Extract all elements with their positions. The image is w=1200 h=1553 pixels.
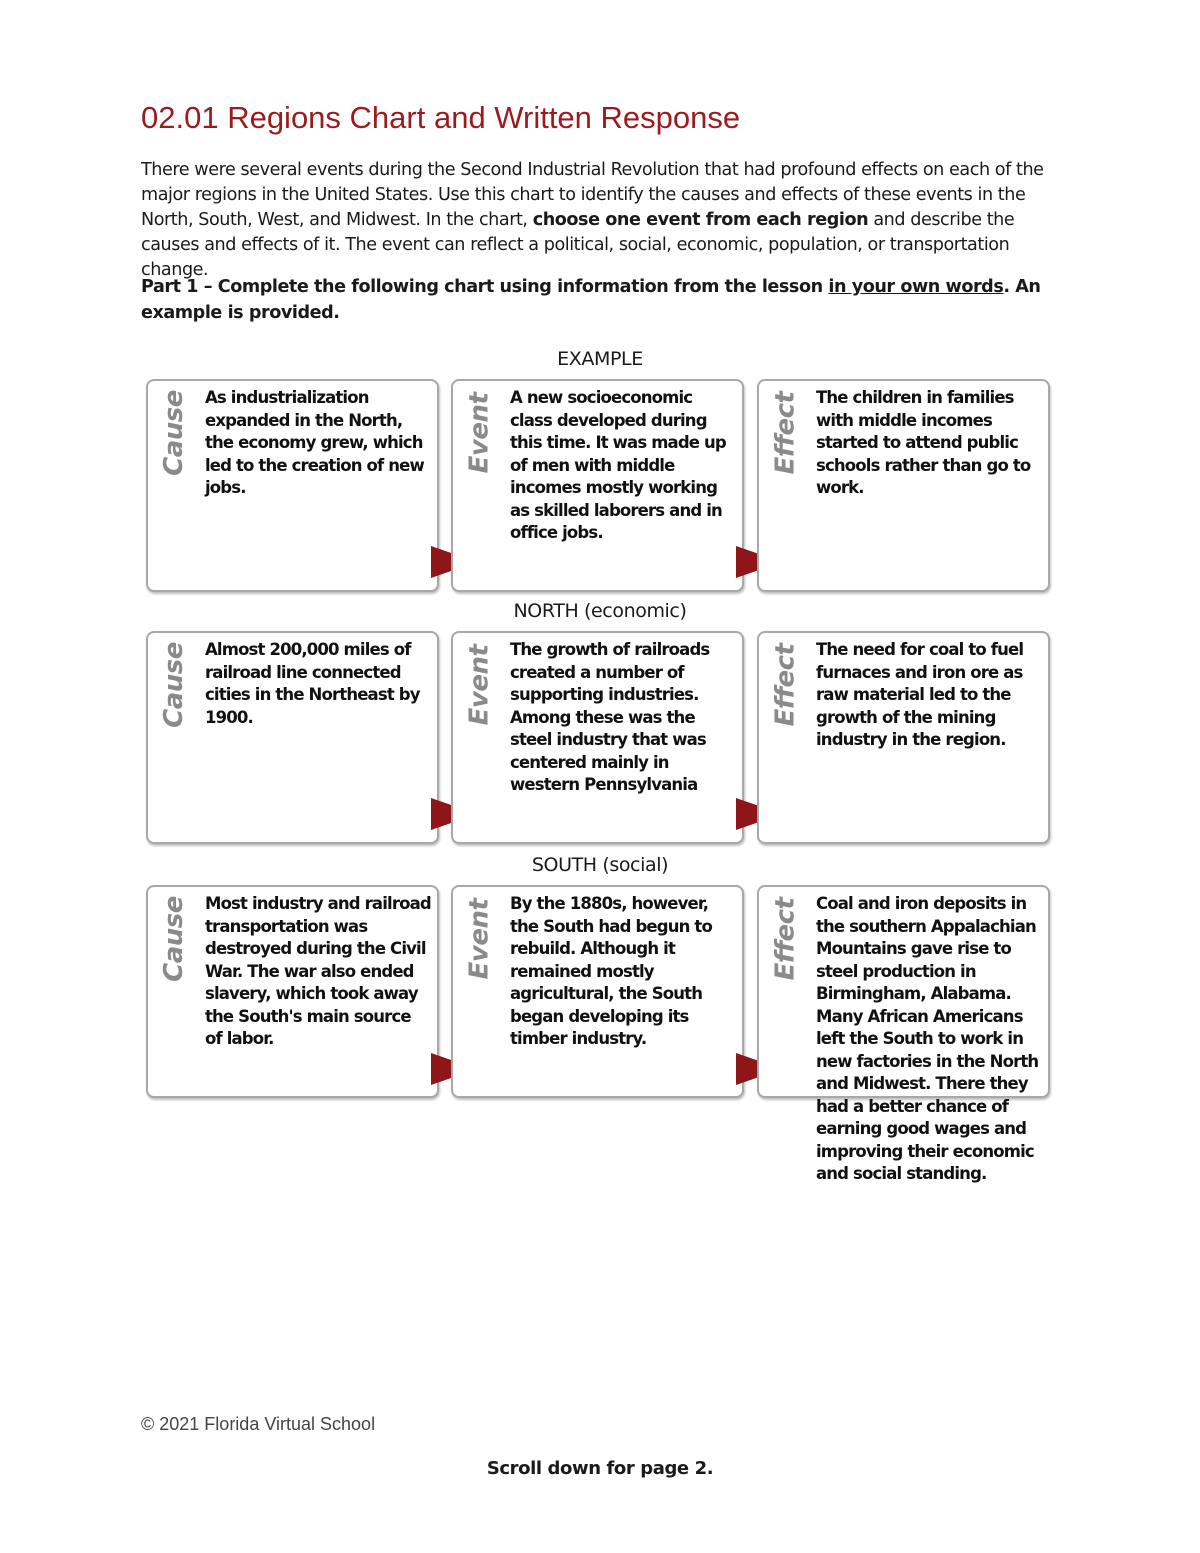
effect-label: Effect	[770, 643, 801, 727]
north-cause-text: Almost 200,000 miles of railroad line connected cities in the Northeast by 1900.	[205, 640, 420, 727]
intro-text-2: and describe the causes and effects of it. The event can reflect a political, social, economic, population, or transportation change.	[141, 210, 1015, 280]
part1-tail: . An example is provided.	[141, 277, 1041, 323]
event-label: Event	[464, 392, 494, 474]
north-effect-box	[757, 631, 1050, 844]
south-cause-text: Most industry and railroad transportation was destroyed during the Civil War. The war also ended slavery, which took away the South's main source of labor.	[205, 894, 431, 1048]
south-effect-text: Coal and iron deposits in the southern Appalachian Mountains gave rise to steel production in Birmingham, Alabama. Many African Americans left the South to work in new factories in the North and Midwest. There they had a better chance of earning good wages and improving their economic and social standing.	[816, 894, 1039, 1183]
example-event-text: A new socioeconomic class developed during this time. It was made up of men with middle incomes mostly working as skilled laborers and in office jobs.	[510, 388, 726, 542]
north-cause-box	[146, 631, 439, 844]
part1-instructions	[141, 274, 1061, 326]
cause-label: Cause	[159, 896, 189, 982]
example-effect-text: The children in families with middle incomes started to attend public schools rather than go to work.	[816, 388, 1031, 497]
scroll-notice: Scroll down for page 2.	[486, 1458, 714, 1479]
example-event-box	[451, 379, 744, 592]
event-label: Event	[464, 898, 494, 980]
north-event-box	[451, 631, 744, 844]
event-label: Event	[464, 644, 494, 726]
example-cause-box	[146, 379, 439, 592]
section-heading-north: NORTH (economic)	[513, 600, 687, 622]
north-effect-text: The need for coal to fuel furnaces and iron ore as raw material led to the growth of the mining industry in the region.	[816, 640, 1024, 749]
south-effect-box	[757, 885, 1050, 1183]
south-event-text: By the 1880s, however, the South had begun to rebuild. Although it remained mostly agricultural, the South began developing its timber industry.	[510, 894, 712, 1048]
north-event-text: The growth of railroads created a number of supporting industries. Among these was the steel industry that was centered mainly in western Pennsylvania	[510, 640, 710, 794]
example-effect-box	[757, 379, 1050, 592]
south-cause-box	[146, 885, 439, 1098]
effect-label: Effect	[770, 897, 801, 981]
copyright-notice: © 2021 Florida Virtual School	[141, 1414, 376, 1434]
cause-label: Cause	[159, 390, 189, 476]
section-heading-example: EXAMPLE	[557, 348, 643, 370]
cause-label: Cause	[159, 642, 189, 728]
effect-label: Effect	[770, 391, 801, 475]
example-cause-text: As industrialization expanded in the North, the economy grew, which led to the creation of new jobs.	[205, 388, 424, 497]
page-title: 02.01 Regions Chart and Written Response	[141, 100, 741, 135]
south-event-box	[451, 885, 744, 1098]
part1-lead: Part 1 – Complete the following chart using information from the lesson	[141, 277, 829, 297]
intro-text-1: There were several events during the Second Industrial Revolution that had profound effects on each of the major regions in the United States. Use this chart to identify the causes and effects of these events in the North, South, West, and Midwest. In the chart,	[141, 160, 1044, 230]
intro-paragraph	[141, 158, 1061, 283]
intro-bold-text: choose one event from each region	[532, 210, 869, 230]
part1-underlined: in your own words	[828, 277, 1004, 297]
section-heading-south: SOUTH (social)	[531, 854, 669, 876]
